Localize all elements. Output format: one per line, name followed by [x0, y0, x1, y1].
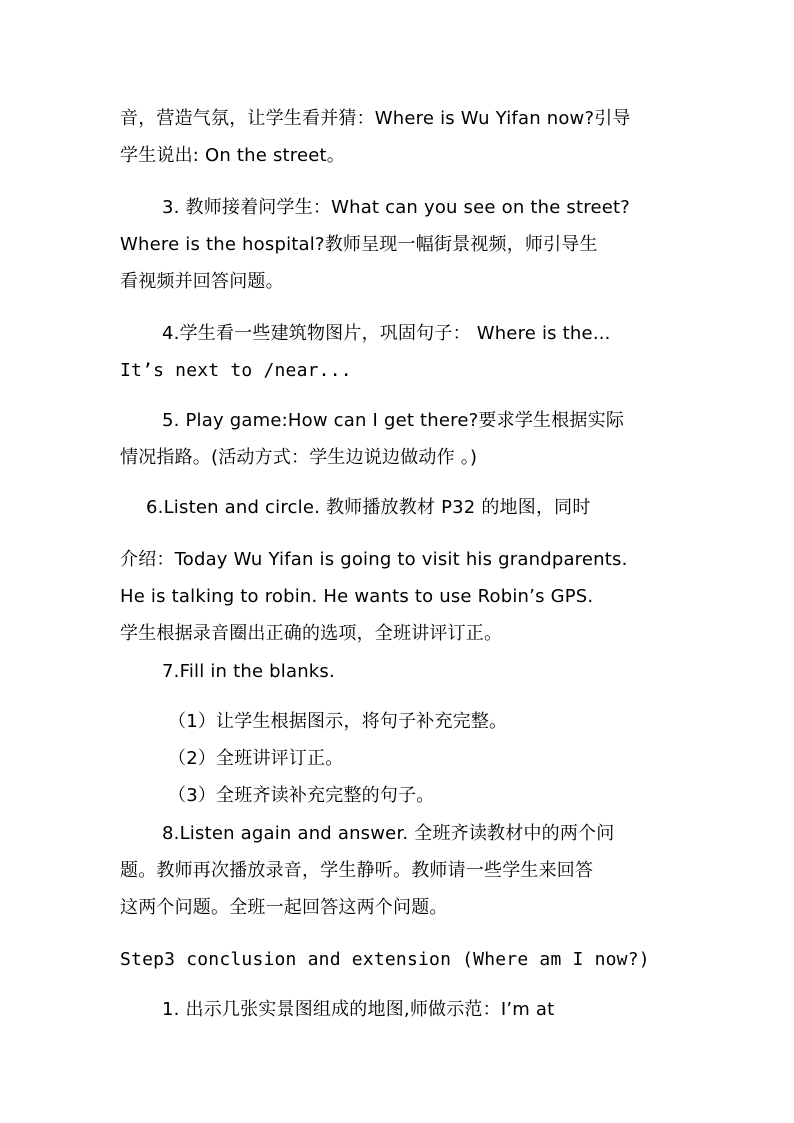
text-line-9: 情况指路。(活动方式：学生边说边做动作 。): [120, 447, 478, 468]
text-line-4: Where is the hospital?教师呈现一幅街景视频，师引导生: [120, 234, 598, 255]
text-line-21: Step3 conclusion and extension (Where am I now?): [120, 949, 650, 970]
text-line-18: 8.Listen again and answer. 全班齐读教材中的两个问: [162, 823, 615, 844]
text-line-16: （2）全班讲评订正。: [168, 748, 344, 769]
text-line-5: 看视频并回答问题。: [120, 271, 284, 292]
text-line-22: 1. 出示几张实景图组成的地图,师做示范：I’m at: [162, 999, 555, 1020]
text-line-3: 3. 教师接着问学生：What can you see on the street?: [162, 197, 631, 218]
text-line-19: 题。教师再次播放录音，学生静听。教师请一些学生来回答: [120, 860, 594, 881]
text-line-2: 学生说出: On the street。: [120, 145, 345, 166]
text-line-20: 这两个问题。全班一起回答这两个问题。: [120, 897, 448, 918]
text-line-8: 5. Play game:How can I get there?要求学生根据实际: [162, 410, 625, 431]
text-line-6: 4.学生看一些建筑物图片，巩固句子： Where is the...: [162, 323, 611, 344]
text-line-7: It’s next to /near...: [120, 360, 352, 381]
text-line-17: （3）全班齐读补充完整的句子。: [168, 785, 435, 806]
text-line-15: （1）让学生根据图示，将句子补充完整。: [168, 711, 508, 732]
text-line-10: 6.Listen and circle. 教师播放教材 P32 的地图，同时: [146, 497, 591, 518]
text-line-14: 7.Fill in the blanks.: [162, 661, 335, 682]
text-line-1: 音，营造气氛，让学生看并猜：Where is Wu Yifan now?引导: [120, 108, 631, 129]
text-line-12: He is talking to robin. He wants to use Robin’s GPS.: [120, 586, 594, 607]
text-line-11: 介绍：Today Wu Yifan is going to visit his grandparents.: [120, 549, 628, 570]
text-line-13: 学生根据录音圈出正确的选项，全班讲评订正。: [120, 623, 503, 644]
